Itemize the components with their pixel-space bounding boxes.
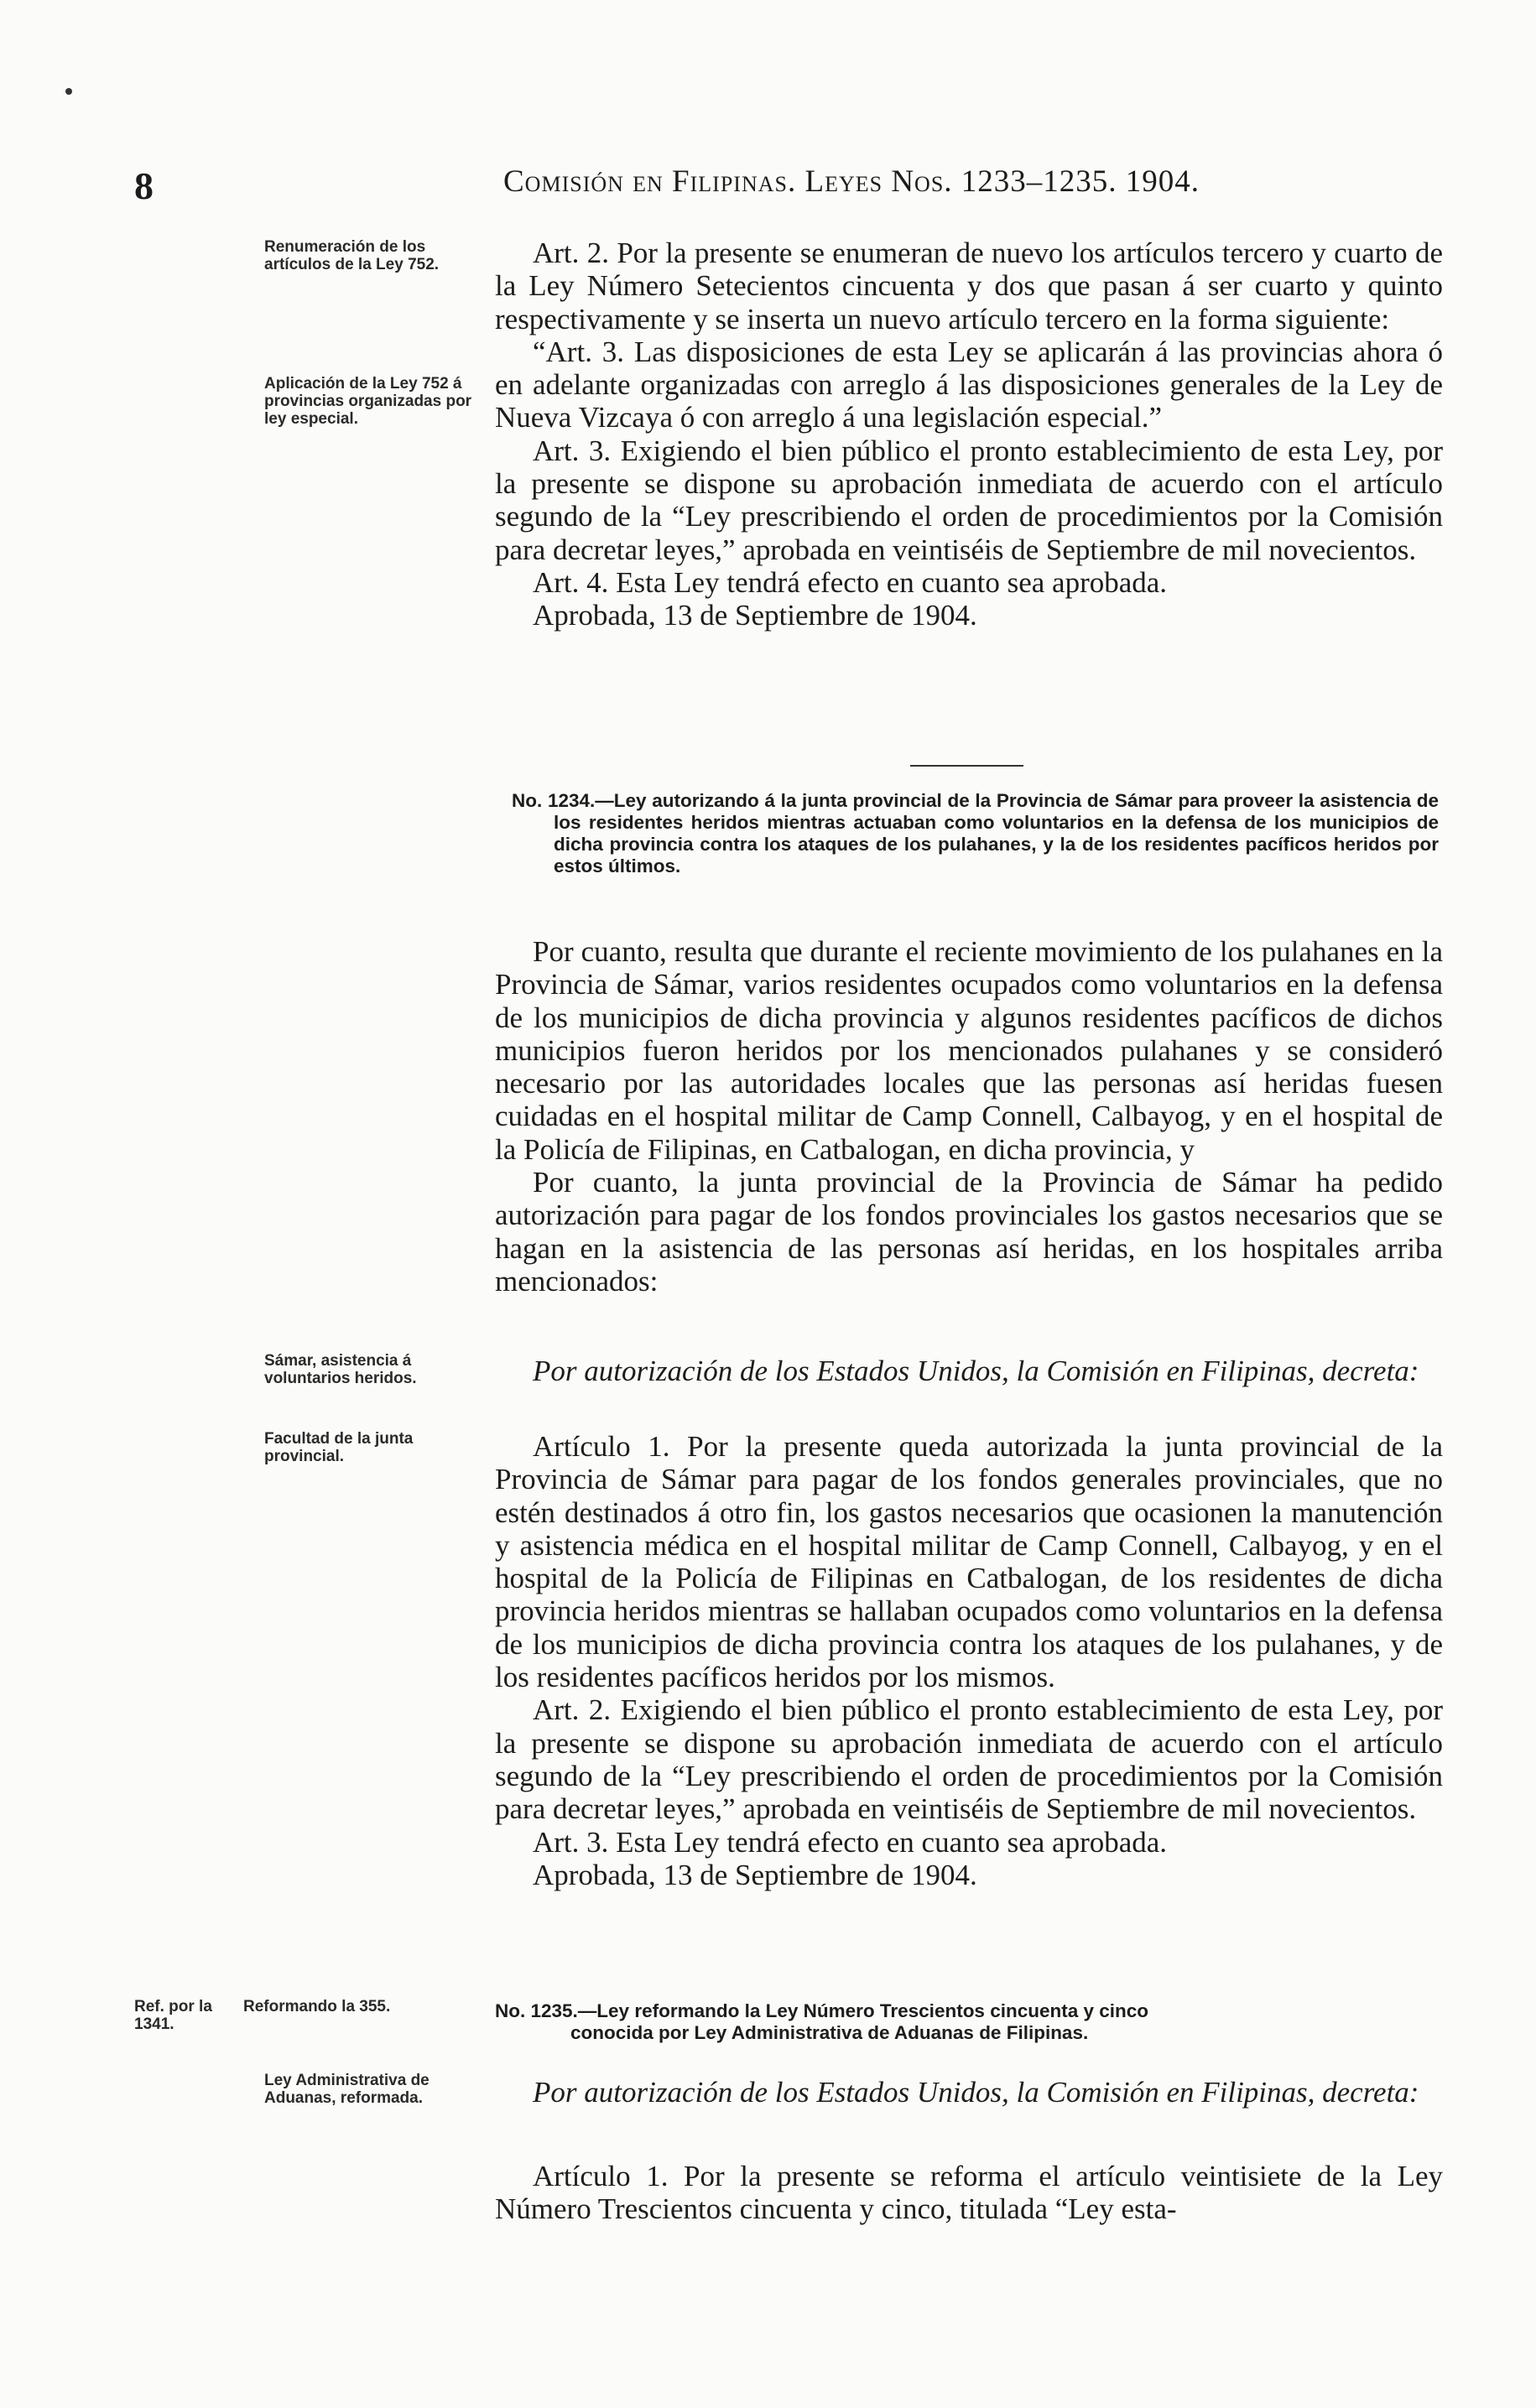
act-1234-title — [512, 790, 1439, 877]
act-1233-approved: Aprobada, 13 de Septiembre de 1904. — [533, 599, 977, 632]
margin-note-renumeracion: Renumeración de los artículos de la Ley 752. — [264, 238, 440, 273]
act-1235-title-line-2: conocida por Ley Administrativa de Aduanas de Filipinas. — [570, 2022, 1089, 2043]
act-1233-body — [495, 237, 1443, 632]
margin-note-facultad: Facultad de la junta provincial. — [264, 1430, 414, 1465]
act-1233-art4: Art. 4. Esta Ley tendrá efecto en cuanto sea aprobada. — [533, 565, 1168, 599]
act-1235-art1: Artículo 1. Por la presente se reforma el artículo veintisiete de la Ley Número Trescientos cincuenta y cinco, titulada “Ley esta- — [495, 2160, 1443, 2226]
act-1234-articles — [495, 1430, 1443, 1891]
act-1234-whereas-1: Por cuanto, resulta que durante el reciente movimiento de los pulahanes en la Provincia de Sámar, varios residentes ocupados como voluntarios en la defensa de los municipios de dicha provincia y algunos residentes pacíficos de dichos municipios fueron heridos por los mencionados pulahanes y se consideró necesario por las autoridades locales que las personas así heridas fuesen cuidadas en el hospital militar de Camp Connell, Calbayog, y en el hospital de la Policía de Filipinas, en Catbalogan, en dicha provincia, y — [495, 935, 1443, 1166]
act-1234-title-text: No. 1234.—Ley autorizando á la junta provincial de la Provincia de Sámar para proveer la asistencia de los residentes heridos mientras actuaban como voluntarios en la defensa de los municipios de dicha provincia contra los ataques de los pulahanes, y la de los residentes pacíficos heridos por estos últimos. — [512, 790, 1439, 876]
act-1233-art2: Art. 2. Por la presente se enumeran de nuevo los artículos tercero y cuarto de la Ley Número Setecientos cincuenta y dos que pasan á ser cuarto y quinto respectivamente y se inserta un nuevo artículo tercero en la forma siguiente: — [495, 237, 1443, 335]
act-1234-whereas-2: Por cuanto, la junta provincial de la Provincia de Sámar ha pedido autorización para pagar de los fondos provinciales los gastos necesarios que se hagan en la asistencia de las personas así heridas, en los hospitales arriba mencionados: — [495, 1166, 1443, 1298]
act-1234-enacting-clause: Por autorización de los Estados Unidos, la Comisión en Filipinas, decreta: — [533, 1355, 1419, 1387]
act-1234-art1: Artículo 1. Por la presente queda autorizada la junta provincial de la Provincia de Sámar para pagar de los fondos generales provinciales, que no estén destinados á otro fin, los gastos necesarios que ocasionen la manutención y asistencia médica en el hospital militar de Camp Connell, Calbayog, y en el hospital de la Policía de Filipinas en Catbalogan, de los residentes de dicha provincia heridos mientras se hallaban ocupados como voluntarios en la defensa de los municipios de dicha provincia contra los ataques de los pulahanes, y de los residentes pacíficos heridos por los mismos. — [495, 1430, 1443, 1694]
act-1235-articles — [495, 2160, 1443, 2226]
running-header: Comisión en Filipinas. Leyes Nos. 1233–1235. 1904. — [503, 164, 1200, 199]
scan-speck — [65, 88, 72, 95]
page-number: 8 — [134, 164, 154, 207]
act-1233-art3: Art. 3. Exigiendo el bien público el pronto establecimiento de esta Ley, por la presente se dispone su aprobación inmediata de acuerdo con el artículo segundo de la “Ley prescribiendo el orden de procedimientos por la Comisión para decretar leyes,” aprobada en veintiséis de Septiembre de mil novecientos. — [495, 434, 1443, 566]
act-1235-enacting-clause: Por autorización de los Estados Unidos, la Comisión en Filipinas, decreta: — [533, 2076, 1419, 2109]
act-1235-title-line-1: No. 1235.—Ley reformando la Ley Número Trescientos cincuenta y cinco — [495, 2000, 1149, 2021]
act-1234-art3: Art. 3. Esta Ley tendrá efecto en cuanto sea aprobada. — [533, 1825, 1168, 1859]
margin-note-ley-administrativa: Ley Administrativa de Aduanas, reformada. — [264, 2072, 430, 2107]
act-1234-approved: Aprobada, 13 de Septiembre de 1904. — [533, 1858, 977, 1891]
margin-note-aplicacion: Aplicación de la Ley 752 á provincias organizadas por ley especial. — [264, 375, 472, 428]
act-1234-preamble — [495, 935, 1443, 1298]
act-1233-art3-quoted: “Art. 3. Las disposiciones de esta Ley se aplicarán á las provincias ahora ó en adelante organizadas con arreglo á las disposiciones generales de la Ley de Nueva Vizcaya ó con arreglo á una legislación especial.” — [495, 335, 1443, 434]
margin-note-reformando-355: Reformando la 355. — [243, 1998, 391, 2015]
act-1234-art2: Art. 2. Exigiendo el bien público el pronto establecimiento de esta Ley, por la presente se dispone su aprobación inmediata de acuerdo con el artículo segundo de la “Ley prescribiendo el orden de procedimientos por la Comisión para decretar leyes,” aprobada en veintiséis de Septiembre de mil novecientos. — [495, 1693, 1443, 1826]
margin-note-ref-1341: Ref. por la 1341. — [134, 1998, 212, 2033]
margin-note-samar: Sámar, asistencia á voluntarios heridos. — [264, 1352, 417, 1387]
section-divider — [910, 765, 1023, 767]
